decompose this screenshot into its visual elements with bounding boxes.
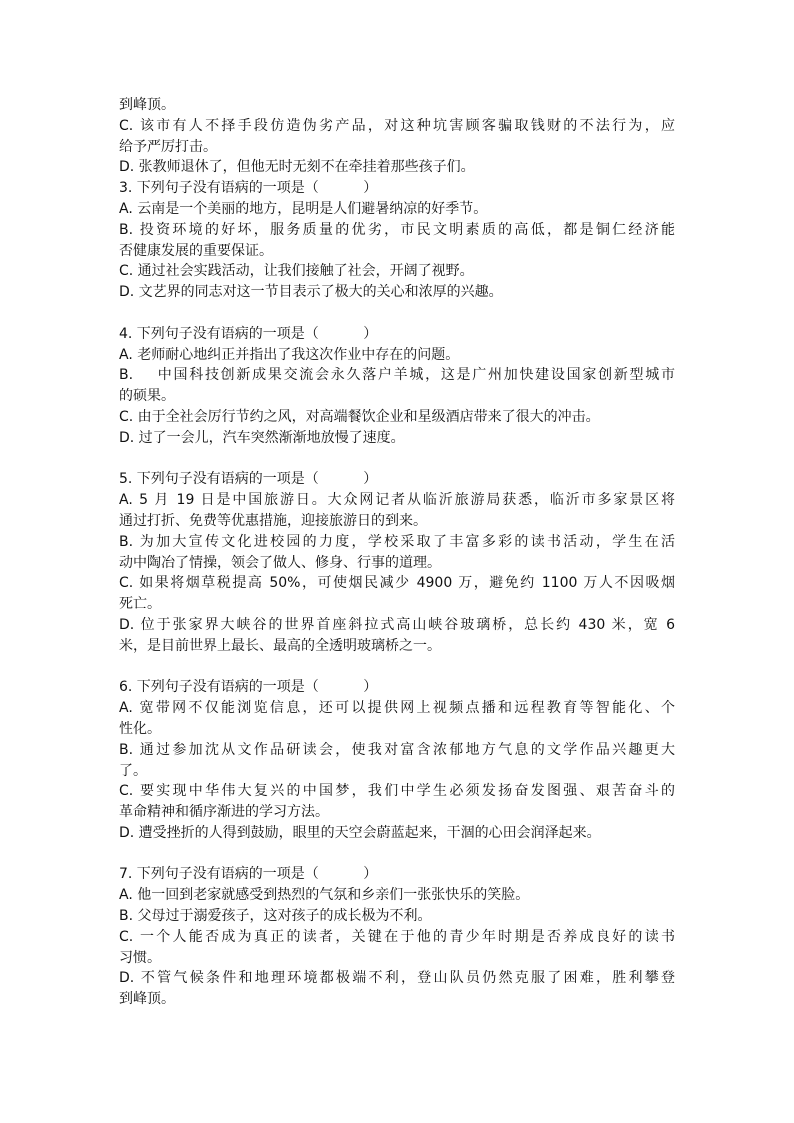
- text-paragraph: [119, 615, 675, 657]
- text-line: D. 张教师退休了，但他无时无刻不在牵挂着那些孩子们。: [119, 159, 475, 176]
- text-paragraph: [119, 823, 675, 844]
- blank-line: [119, 303, 675, 324]
- text-line: 7. 下列句子没有语病的一项是（ ）: [119, 866, 378, 883]
- text-paragraph: [119, 469, 675, 490]
- text-line: A. 老师耐心地纠正并指出了我这次作业中存在的问题。: [119, 346, 460, 363]
- text-paragraph: [119, 490, 675, 532]
- text-paragraph: [119, 220, 675, 262]
- text-paragraph: [119, 781, 675, 823]
- text-paragraph: [119, 740, 675, 782]
- text-line: D. 不管气候条件和地理环境都极端不利，登山队员仍然克服了困难，胜利攀登: [119, 970, 675, 987]
- text-paragraph: [119, 532, 675, 574]
- text-line: A. 宽带网不仅能浏览信息，还可以提供网上视频点播和远程教育等智能化、个: [119, 700, 675, 717]
- text-line: C. 通过社会实践活动，让我们接触了社会，开阔了视野。: [119, 263, 474, 280]
- text-paragraph: [119, 677, 675, 698]
- document-page: [119, 95, 675, 1010]
- text-line: 米，是目前世界上最长、最高的全透明玻璃桥之一。: [119, 637, 441, 654]
- text-paragraph: [119, 116, 675, 158]
- text-paragraph: [119, 178, 675, 199]
- text-paragraph: [119, 95, 675, 116]
- text-paragraph: [119, 428, 675, 449]
- text-paragraph: [119, 282, 675, 303]
- text-line: B. 通过参加沈从文作品研读会，使我对富含浓郁地方气息的文学作品兴趣更大: [119, 741, 675, 758]
- text-line: C. 该市有人不择手段仿造伪劣产品，对这种坑害顾客骗取钱财的不法行为，应: [119, 117, 675, 134]
- text-paragraph: [119, 864, 675, 885]
- text-line: C. 由于全社会厉行节约之风，对高端餐饮企业和星级酒店带来了很大的冲击。: [119, 408, 600, 425]
- text-line: B. 中国科技创新成果交流会永久落户羊城，这是广州加快建设国家创新型城市: [119, 367, 675, 384]
- blank-line: [119, 844, 675, 865]
- text-line: 革命精神和循序渐进的学习方法。: [119, 804, 329, 821]
- text-paragraph: [119, 157, 675, 178]
- text-line: C. 如果将烟草税提高 50%，可使烟民减少 4900 万，避免约 1100 万人不因吸烟: [119, 575, 675, 592]
- text-line: A. 云南是一个美丽的地方，昆明是人们避暑纳凉的好季节。: [119, 200, 488, 217]
- text-line: 4. 下列句子没有语病的一项是（ ）: [119, 325, 378, 342]
- text-line: 性化。: [119, 720, 161, 737]
- text-line: D. 遭受挫折的人得到鼓励，眼里的天空会蔚蓝起来，干涸的心田会润泽起来。: [119, 824, 601, 841]
- text-line: 死亡。: [119, 596, 161, 613]
- text-paragraph: [119, 261, 675, 282]
- text-line: C. 一个人能否成为真正的读者，关键在于他的青少年时期是否养成良好的读书: [119, 928, 675, 945]
- blank-line: [119, 449, 675, 470]
- text-paragraph: [119, 407, 675, 428]
- text-line: A. 他一回到老家就感受到热烈的气氛和乡亲们一张张快乐的笑脸。: [119, 887, 530, 904]
- text-line: C. 要实现中华伟大复兴的中国梦，我们中学生必须发扬奋发图强、艰苦奋斗的: [119, 783, 675, 800]
- text-paragraph: [119, 885, 675, 906]
- text-line: 了。: [119, 762, 147, 779]
- text-line: B. 投资环境的好坏，服务质量的优劣，市民文明素质的高低，都是铜仁经济能: [119, 221, 675, 238]
- text-line: B. 父母过于溺爱孩子，这对孩子的成长极为不利。: [119, 908, 432, 925]
- text-line: 到峰顶。: [119, 991, 175, 1008]
- text-paragraph: [119, 906, 675, 927]
- text-paragraph: [119, 199, 675, 220]
- text-line: D. 过了一会儿，汽车突然渐渐地放慢了速度。: [119, 429, 405, 446]
- text-line: 的硕果。: [119, 388, 175, 405]
- text-paragraph: [119, 968, 675, 1010]
- text-line: B. 为加大宣传文化进校园的力度，学校采取了丰富多彩的读书活动，学生在活: [119, 533, 675, 550]
- text-line: D. 位于张家界大峡谷的世界首座斜拉式高山峡谷玻璃桥，总长约 430 米，宽 6: [119, 616, 675, 633]
- text-line: 5. 下列句子没有语病的一项是（ ）: [119, 471, 378, 488]
- text-line: 到峰顶。: [119, 97, 175, 113]
- text-paragraph: [119, 345, 675, 366]
- text-line: 通过打折、免费等优惠措施，迎接旅游日的到来。: [119, 512, 427, 529]
- text-paragraph: [119, 365, 675, 407]
- text-line: 动中陶冶了情操，领会了做人、修身、行事的道理。: [119, 554, 441, 571]
- text-line: 习惯。: [119, 949, 161, 966]
- text-paragraph: [119, 324, 675, 345]
- text-line: 给予严厉打击。: [119, 138, 217, 155]
- text-line: A. 5 月 19 日是中国旅游日。大众网记者从临沂旅游局获悉，临沂市多家景区将: [119, 492, 675, 509]
- text-paragraph: [119, 698, 675, 740]
- text-line: 3. 下列句子没有语病的一项是（ ）: [119, 180, 378, 197]
- text-line: 6. 下列句子没有语病的一项是（ ）: [119, 679, 378, 696]
- blank-line: [119, 657, 675, 678]
- text-paragraph: [119, 573, 675, 615]
- text-line: 否健康发展的重要保证。: [119, 242, 273, 259]
- text-line: D. 文艺界的同志对这一节目表示了极大的关心和浓厚的兴趣。: [119, 284, 503, 301]
- text-paragraph: [119, 927, 675, 969]
